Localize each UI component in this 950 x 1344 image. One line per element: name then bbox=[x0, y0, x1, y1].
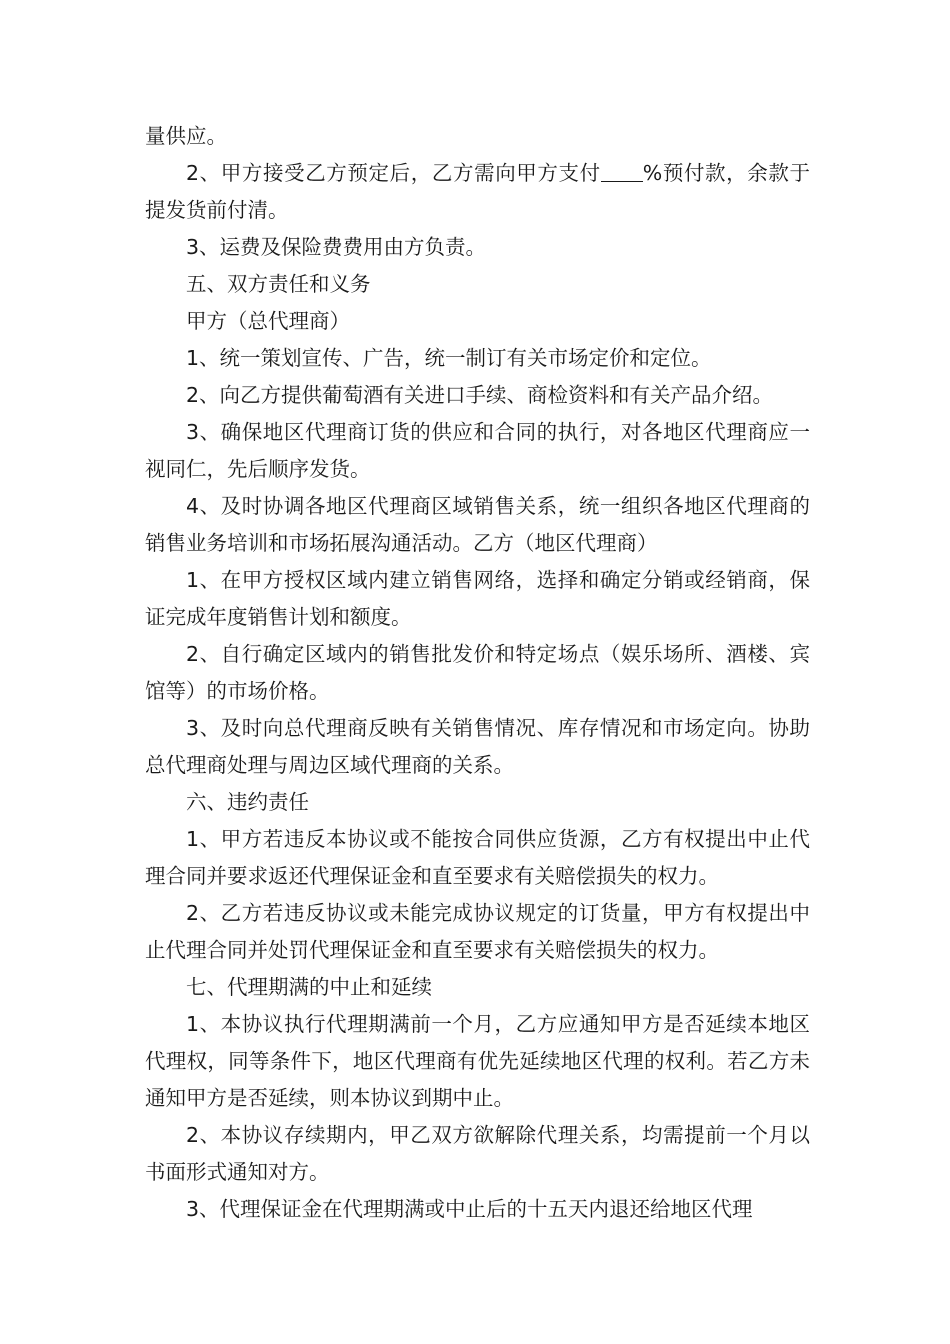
section-heading-responsibilities: 五、双方责任和义务 bbox=[186, 272, 371, 296]
party-b-item-3: 3、及时向总代理商反映有关销售情况、库存情况和市场定向。协助总代理商处理与周边区域代理商的关系。 bbox=[145, 716, 810, 777]
termination-item-3: 3、代理保证金在代理期满或中止后的十五天内退还给地区代理 bbox=[186, 1197, 753, 1221]
prepayment-text-after: %预付款，余款于提发货前付清。 bbox=[145, 161, 810, 222]
document-page bbox=[145, 118, 810, 1228]
section-heading-termination: 七、代理期满的中止和延续 bbox=[186, 975, 432, 999]
party-a-item-4: 4、及时协调各地区代理商区域销售关系，统一组织各地区代理商的销售业务培训和市场拓展沟通活动。乙方（地区代理商） bbox=[145, 494, 810, 555]
party-a-heading: 甲方（总代理商） bbox=[186, 309, 350, 333]
breach-item-1: 1、甲方若违反本协议或不能按合同供应货源，乙方有权提出中止代理合同并要求返还代理保证金和直至要求有关赔偿损失的权力。 bbox=[145, 827, 810, 888]
party-a-item-3: 3、确保地区代理商订货的供应和合同的执行，对各地区代理商应一视同仁，先后顺序发货。 bbox=[145, 420, 810, 481]
party-b-item-2: 2、自行确定区域内的销售批发价和特定场点（娱乐场所、酒楼、宾馆等）的市场价格。 bbox=[145, 642, 810, 703]
paragraph-supply-continued: 量供应。 bbox=[145, 124, 227, 148]
party-a-item-2: 2、向乙方提供葡萄酒有关进口手续、商检资料和有关产品介绍。 bbox=[186, 383, 774, 407]
paragraph-prepayment bbox=[145, 155, 810, 229]
section-heading-breach: 六、违约责任 bbox=[186, 790, 309, 814]
termination-item-1: 1、本协议执行代理期满前一个月，乙方应通知甲方是否延续本地区代理权，同等条件下，地区代理商有优先延续地区代理的权利。若乙方未通知甲方是否延续，则本协议到期中止。 bbox=[145, 1012, 810, 1110]
party-b-item-1: 1、在甲方授权区域内建立销售网络，选择和确定分销或经销商，保证完成年度销售计划和额度。 bbox=[145, 568, 810, 629]
breach-item-2: 2、乙方若违反协议或未能完成协议规定的订货量，甲方有权提出中止代理合同并处罚代理保证金和直至要求有关赔偿损失的权力。 bbox=[145, 901, 810, 962]
paragraph-freight-insurance: 3、运费及保险费费用由方负责。 bbox=[186, 235, 487, 259]
party-a-item-1: 1、统一策划宣传、广告，统一制订有关市场定价和定位。 bbox=[186, 346, 712, 370]
termination-item-2: 2、本协议存续期内，甲乙双方欲解除代理关系，均需提前一个月以书面形式通知对方。 bbox=[145, 1123, 810, 1184]
prepayment-percent-blank[interactable] bbox=[601, 161, 643, 183]
prepayment-text-before: 2、甲方接受乙方预定后，乙方需向甲方支付 bbox=[186, 161, 601, 185]
